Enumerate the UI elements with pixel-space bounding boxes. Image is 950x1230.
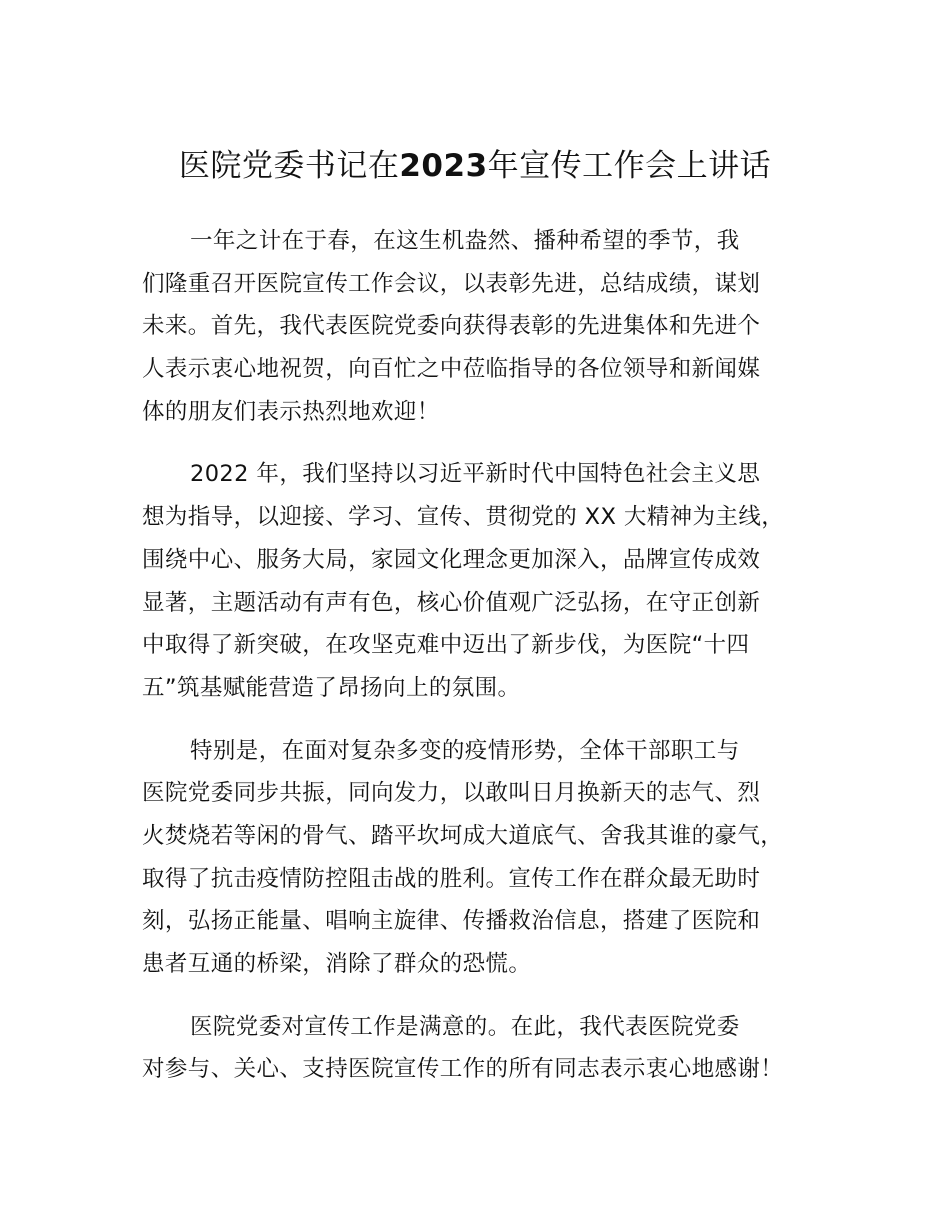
document-title (0, 141, 950, 191)
title-year: 2023 (399, 148, 488, 184)
title-suffix: 年宣传工作会上讲话 (487, 148, 772, 184)
paragraph-line: 患者互通的桥梁，消除了群众的恐慌。 (142, 951, 532, 977)
paragraph-line: 未来。首先，我代表医院党委向获得表彰的先进集体和先进个 (142, 313, 761, 340)
paragraph-line: 火焚烧若等闲的骨气、踏平坎坷成大道底气、舍我其谁的豪气， (142, 822, 784, 849)
paragraph-line: 刻，弘扬正能量、唱响主旋律、传播救治信息，搭建了医院和 (142, 908, 761, 935)
paragraph-line: 2022 年，我们坚持以习近平新时代中国特色社会主义思 (190, 461, 761, 488)
paragraph-line: 们隆重召开医院宣传工作会议，以表彰先进，总结成绩，谋划 (142, 270, 761, 297)
paragraph-line: 五”筑基赋能营造了昂扬向上的氛围。 (142, 674, 521, 701)
paragraph-line: 围绕中心、服务大局，家园文化理念更加深入，品牌宣传成效 (142, 546, 761, 573)
paragraph-line: 一年之计在于春，在这生机盎然、播种希望的季节，我 (190, 228, 740, 254)
paragraph-line: 医院党委同步共振，同向发力，以敢叫日月换新天的志气、烈 (142, 780, 761, 807)
paragraph-line: 显著，主题活动有声有色，核心价值观广泛弘扬，在守正创新 (142, 589, 761, 616)
paragraph-line: 中取得了新突破，在攻坚克难中迈出了新步伐，为医院“十四 (142, 632, 750, 659)
paragraph-opening (142, 220, 834, 433)
paragraph-epidemic (142, 730, 834, 986)
paragraph-line: 想为指导，以迎接、学习、宣传、贯彻党的 XX 大精神为主线， (142, 504, 785, 531)
paragraph-line: 取得了抗击疫情防控阻击战的胜利。宣传工作在群众最无助时 (142, 865, 761, 892)
paragraph-thanks (142, 1006, 834, 1091)
paragraph-2022-review (142, 453, 834, 709)
paragraph-line: 医院党委对宣传工作是满意的。在此，我代表医院党委 (190, 1013, 740, 1040)
paragraph-line: 特别是，在面对复杂多变的疫情形势，全体干部职工与 (190, 737, 740, 764)
paragraph-line: 对参与、关心、支持医院宣传工作的所有同志表示衷心地感谢！ (142, 1056, 784, 1083)
document-body (142, 220, 834, 1111)
paragraph-line: 体的朋友们表示热烈地欢迎！ (142, 398, 440, 425)
title-prefix: 医院党委书记在 (178, 148, 400, 184)
paragraph-line: 人表示衷心地祝贺，向百忙之中莅临指导的各位领导和新闻媒 (142, 356, 761, 383)
